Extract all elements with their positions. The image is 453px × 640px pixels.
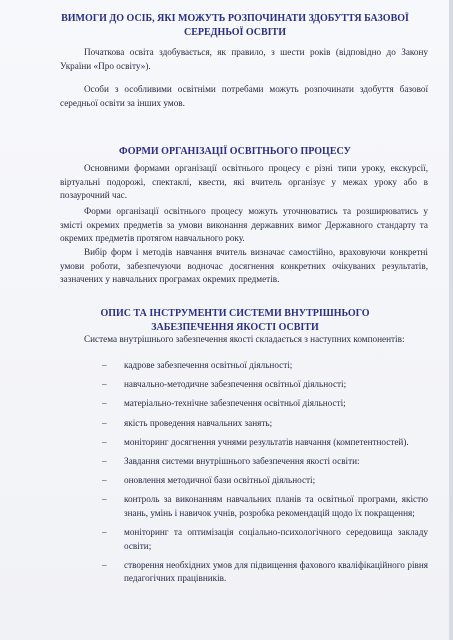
list-item: – моніторинг та оптимізація соціально-психологічного середовища закладу освіти; <box>102 527 428 551</box>
list-item: – контроль за виконанням навчальних планів та освітньої програми, якістю знань, умінь і навичок учнів, розробка рекомендацій щодо їх покращення; <box>102 494 428 518</box>
paragraph-special-needs: Особи з особливими освітніми потребами можуть розпочинати здобуття базової середньої освіти за інших умов. <box>60 84 428 108</box>
dash-marker: – <box>102 527 107 538</box>
dash-marker: – <box>102 360 107 370</box>
paragraph-primary-age: Початкова освіта здобувається, як правило, з шести років (відповідно до Закону України «Про освіту»). <box>60 47 428 71</box>
list-item: – оновлення методичної бази освітньої діяльності; <box>102 474 428 488</box>
list-item: – створення необхідних умов для підвищення фахового кваліфікаційного рівня педагогічних працівників. <box>102 559 428 584</box>
dash-marker: – <box>102 436 107 447</box>
section-title-forms: ФОРМИ ОРГАНІЗАЦІЇ ОСВІТНЬОГО ПРОЦЕСУ <box>119 146 351 157</box>
paragraph-methods-choice: Вибір форм і методів навчання вчитель визначає самостійно, враховуючи конкретні умови роботи, забезпечуючи водночас досягнення конкретних очікуваних результатів, зазначених у навчальних програмах окремих предметів. <box>60 247 428 285</box>
section-title-requirements: ВИМОГИ ДО ОСІБ, ЯКІ МОЖУТЬ РОЗПОЧИНАТИ ЗДОБУТТЯ БАЗОВОЇ СЕРЕДНЬОЇ ОСВІТИ <box>61 13 409 38</box>
dash-marker: – <box>102 559 107 570</box>
list-item: – Завдання системи внутрішнього забезпечення якості освіти: <box>102 455 428 469</box>
paragraph-forms-expand: Форми організації освітнього процесу можуть уточнюватись та розширюватись у змісті окремих предметів за умови виконання державних вимог Державного стандарту та окремих предметів протягом навчального року. <box>60 206 428 244</box>
dash-marker: – <box>102 475 107 486</box>
list-item: – якість проведення навчальних занять; <box>102 417 428 431</box>
dash-marker: – <box>102 494 107 505</box>
list-item: – матеріально-технічне забезпечення освітньої діяльності; <box>102 397 428 411</box>
list-item: – моніторинг досягнення учнями результатів навчання (компетентностей). <box>102 436 428 450</box>
paragraph-quality-intro: Система внутрішнього забезпечення якості складається з наступних компонентів: <box>84 334 405 344</box>
quality-components-list <box>102 359 428 592</box>
dash-marker: – <box>102 455 107 466</box>
page-edge <box>449 0 453 640</box>
dash-marker: – <box>102 379 107 390</box>
list-item: – кадрове забезпечення освітньої діяльності; <box>102 359 428 373</box>
paragraph-forms-main: Основними формами організації освітнього процесу є різні типи уроку, екскурсії, віртуальні подорожі, спектаклі, квести, які вчитель організує у межах уроку або в позаурочний час. <box>60 163 428 201</box>
dash-marker: – <box>102 398 107 409</box>
dash-marker: – <box>102 417 107 428</box>
section-title-quality: ОПИС ТА ІНСТРУМЕНТИ СИСТЕМИ ВНУТРІШНЬОГО ЗАБЕЗПЕЧЕННЯ ЯКОСТІ ОСВІТИ <box>100 308 370 333</box>
list-item: – навчально-методичне забезпечення освітньої діяльності; <box>102 378 428 392</box>
